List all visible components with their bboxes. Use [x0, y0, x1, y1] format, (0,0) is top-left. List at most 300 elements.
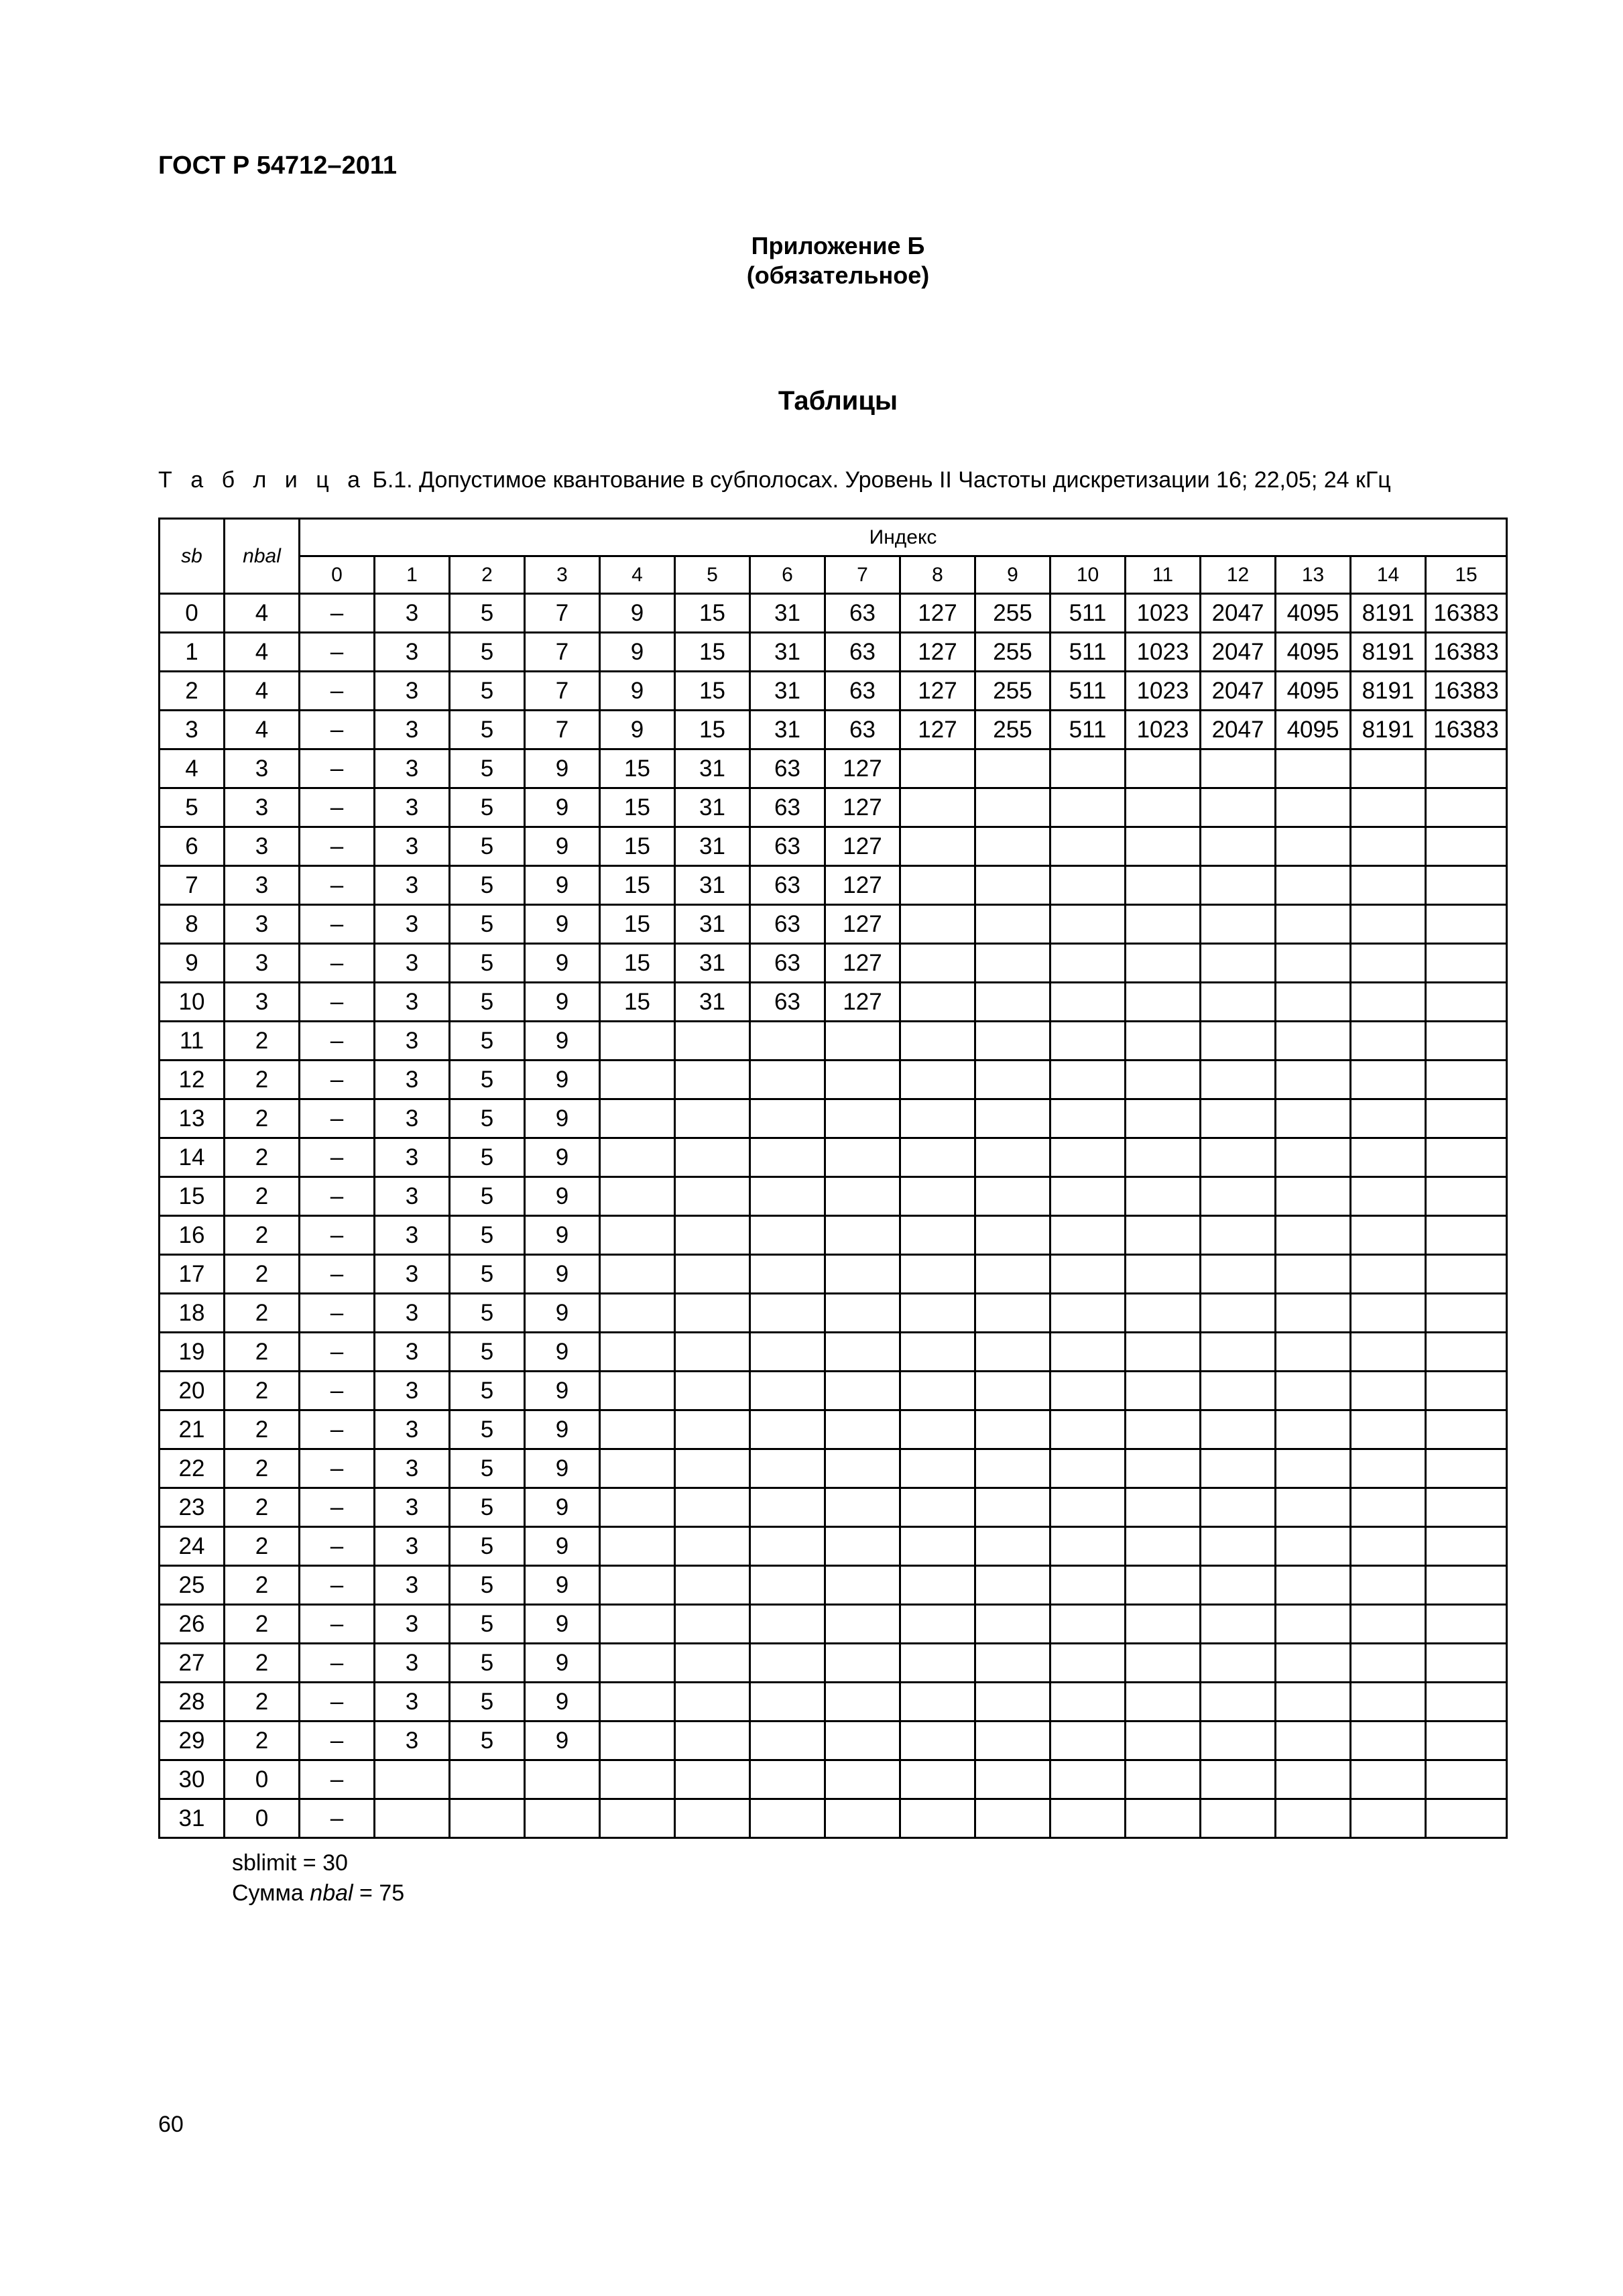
index-value-cell [1050, 1488, 1126, 1527]
index-value-cell: 3 [375, 905, 450, 944]
index-value-cell: 9 [600, 633, 675, 672]
index-value-cell [1426, 1255, 1507, 1294]
index-value-cell [825, 1410, 900, 1449]
index-value-cell [1201, 827, 1276, 866]
index-value-cell [825, 1605, 900, 1644]
index-value-cell [1126, 1099, 1201, 1138]
index-value-cell [1351, 1177, 1426, 1216]
index-value-cell [1276, 1294, 1351, 1333]
index-value-cell: 127 [825, 983, 900, 1022]
index-value-cell: 15 [600, 749, 675, 788]
index-value-cell: 3 [375, 866, 450, 905]
index-value-cell [1126, 1410, 1201, 1449]
index-value-cell [975, 944, 1050, 983]
index-value-cell [1126, 983, 1201, 1022]
index-value-cell [1351, 1566, 1426, 1605]
index-value-cell: 15 [600, 944, 675, 983]
table-row [160, 905, 1507, 944]
index-value-cell: 3 [375, 1644, 450, 1683]
index-value-cell [900, 749, 975, 788]
index-value-cell [750, 1410, 825, 1449]
index-value-cell [825, 1683, 900, 1721]
index-value-cell: 5 [450, 866, 525, 905]
index-value-cell: – [300, 905, 375, 944]
index-value-cell: 5 [450, 1527, 525, 1566]
index-value-cell [975, 1333, 1050, 1372]
index-value-cell [825, 1527, 900, 1566]
index-value-cell: 5 [450, 1410, 525, 1449]
index-value-cell: 31 [675, 749, 750, 788]
header-index-col: 10 [1050, 556, 1126, 594]
index-value-cell: 9 [525, 1294, 600, 1333]
header-index-col: 11 [1126, 556, 1201, 594]
index-value-cell: 2047 [1201, 711, 1276, 749]
index-value-cell [1201, 1683, 1276, 1721]
nbal-cell: 4 [225, 594, 300, 633]
nbal-cell: 2 [225, 1488, 300, 1527]
index-value-cell [975, 1760, 1050, 1799]
index-value-cell [1426, 1216, 1507, 1255]
table-row [160, 1566, 1507, 1605]
index-value-cell: 7 [525, 633, 600, 672]
index-value-cell [975, 1683, 1050, 1721]
index-value-cell [1426, 1566, 1507, 1605]
index-value-cell: 9 [525, 749, 600, 788]
index-value-cell [825, 1644, 900, 1683]
index-value-cell: 9 [525, 1721, 600, 1760]
header-index-col: 9 [975, 556, 1050, 594]
sb-cell: 1 [160, 633, 225, 672]
index-value-cell [675, 1449, 750, 1488]
index-value-cell [1201, 1216, 1276, 1255]
header-row-index-columns [160, 556, 1507, 594]
index-value-cell [900, 866, 975, 905]
index-value-cell [1201, 1449, 1276, 1488]
index-value-cell [900, 1683, 975, 1721]
appendix-heading [603, 231, 1073, 290]
index-value-cell: 127 [825, 788, 900, 827]
index-value-cell [1201, 1488, 1276, 1527]
index-value-cell: 16383 [1426, 594, 1507, 633]
index-value-cell [1050, 1022, 1126, 1061]
sb-cell: 0 [160, 594, 225, 633]
index-value-cell [900, 944, 975, 983]
index-value-cell: 5 [450, 827, 525, 866]
index-value-cell: 63 [825, 711, 900, 749]
index-value-cell [975, 1022, 1050, 1061]
index-value-cell [600, 1527, 675, 1566]
sb-cell: 29 [160, 1721, 225, 1760]
table-row [160, 1138, 1507, 1177]
sb-cell: 31 [160, 1799, 225, 1838]
index-value-cell [825, 1799, 900, 1838]
sb-cell: 13 [160, 1099, 225, 1138]
table-row [160, 1449, 1507, 1488]
index-value-cell [1426, 1760, 1507, 1799]
nbal-cell: 2 [225, 1177, 300, 1216]
index-value-cell [1426, 1410, 1507, 1449]
index-value-cell [1126, 1372, 1201, 1410]
sb-cell: 30 [160, 1760, 225, 1799]
index-value-cell [1276, 866, 1351, 905]
index-value-cell: 255 [975, 711, 1050, 749]
index-value-cell [1201, 905, 1276, 944]
index-value-cell [1351, 1644, 1426, 1683]
index-value-cell [750, 1255, 825, 1294]
sb-cell: 12 [160, 1061, 225, 1099]
index-value-cell [900, 1410, 975, 1449]
index-value-cell: 9 [525, 1566, 600, 1605]
index-value-cell [825, 1333, 900, 1372]
index-value-cell: – [300, 1294, 375, 1333]
index-value-cell: 31 [675, 905, 750, 944]
index-value-cell [975, 1255, 1050, 1294]
index-value-cell [900, 1022, 975, 1061]
page-number: 60 [158, 2112, 184, 2137]
index-value-cell [1201, 1799, 1276, 1838]
index-value-cell [1426, 1721, 1507, 1760]
sb-cell: 20 [160, 1372, 225, 1410]
index-value-cell [900, 1644, 975, 1683]
index-value-cell [1351, 1255, 1426, 1294]
header-index-col: 14 [1351, 556, 1426, 594]
index-value-cell [675, 1099, 750, 1138]
nbal-cell: 0 [225, 1760, 300, 1799]
index-value-cell [825, 1721, 900, 1760]
index-value-cell [600, 1294, 675, 1333]
header-index-col: 6 [750, 556, 825, 594]
index-value-cell [375, 1799, 450, 1838]
index-value-cell: 127 [900, 711, 975, 749]
index-value-cell [1201, 1410, 1276, 1449]
index-value-cell: – [300, 1099, 375, 1138]
nbal-cell: 0 [225, 1799, 300, 1838]
index-value-cell: 16383 [1426, 633, 1507, 672]
nbal-cell: 2 [225, 1022, 300, 1061]
index-value-cell: 3 [375, 983, 450, 1022]
index-value-cell: 5 [450, 983, 525, 1022]
index-value-cell [750, 1449, 825, 1488]
index-value-cell [900, 1177, 975, 1216]
index-value-cell [1276, 1605, 1351, 1644]
index-value-cell [600, 1449, 675, 1488]
index-value-cell: 255 [975, 594, 1050, 633]
nbal-cell: 2 [225, 1216, 300, 1255]
index-value-cell [1351, 944, 1426, 983]
index-value-cell: 31 [675, 866, 750, 905]
table-row [160, 1372, 1507, 1410]
index-value-cell: 3 [375, 1255, 450, 1294]
index-value-cell: – [300, 1177, 375, 1216]
index-value-cell [1050, 1449, 1126, 1488]
sb-cell: 28 [160, 1683, 225, 1721]
index-value-cell [1050, 1605, 1126, 1644]
sb-cell: 26 [160, 1605, 225, 1644]
index-value-cell: 3 [375, 711, 450, 749]
index-value-cell [825, 1138, 900, 1177]
index-value-cell: 5 [450, 1177, 525, 1216]
index-value-cell: – [300, 1410, 375, 1449]
index-value-cell [1426, 1527, 1507, 1566]
index-value-cell: – [300, 1644, 375, 1683]
index-value-cell: 63 [825, 633, 900, 672]
table-row [160, 1099, 1507, 1138]
index-value-cell [1351, 1294, 1426, 1333]
index-value-cell: 63 [750, 749, 825, 788]
index-value-cell [1126, 1721, 1201, 1760]
index-value-cell [1201, 1177, 1276, 1216]
index-value-cell [1276, 1022, 1351, 1061]
index-value-cell: 5 [450, 594, 525, 633]
sb-cell: 6 [160, 827, 225, 866]
index-value-cell [900, 1527, 975, 1566]
index-value-cell: – [300, 983, 375, 1022]
index-value-cell [675, 1333, 750, 1372]
index-value-cell: 1023 [1126, 711, 1201, 749]
sb-cell: 8 [160, 905, 225, 944]
sb-cell: 25 [160, 1566, 225, 1605]
index-value-cell: 63 [825, 594, 900, 633]
index-value-cell [675, 1255, 750, 1294]
index-value-cell [1050, 1760, 1126, 1799]
index-value-cell [1050, 749, 1126, 788]
table-row [160, 1333, 1507, 1372]
index-value-cell [1050, 1799, 1126, 1838]
index-value-cell: 31 [675, 944, 750, 983]
index-value-cell [675, 1799, 750, 1838]
index-value-cell [1126, 1255, 1201, 1294]
index-value-cell: – [300, 1605, 375, 1644]
index-value-cell [1351, 1216, 1426, 1255]
sb-cell: 4 [160, 749, 225, 788]
index-value-cell [1050, 1644, 1126, 1683]
index-value-cell [1126, 1644, 1201, 1683]
index-value-cell: – [300, 1138, 375, 1177]
index-value-cell [750, 1644, 825, 1683]
index-value-cell [600, 1799, 675, 1838]
index-value-cell [1276, 788, 1351, 827]
sb-cell: 18 [160, 1294, 225, 1333]
index-value-cell: – [300, 1760, 375, 1799]
index-value-cell: – [300, 788, 375, 827]
index-value-cell [1201, 1527, 1276, 1566]
index-value-cell [1201, 1372, 1276, 1410]
index-value-cell: 5 [450, 1333, 525, 1372]
header-index-col: 7 [825, 556, 900, 594]
sb-cell: 22 [160, 1449, 225, 1488]
index-value-cell: 3 [375, 1527, 450, 1566]
index-value-cell [1276, 983, 1351, 1022]
index-value-cell [975, 866, 1050, 905]
index-value-cell [975, 749, 1050, 788]
index-value-cell: 3 [375, 1294, 450, 1333]
index-value-cell [675, 1605, 750, 1644]
nbal-cell: 2 [225, 1099, 300, 1138]
index-value-cell [1050, 1410, 1126, 1449]
index-value-cell [1126, 1488, 1201, 1527]
index-value-cell: 4095 [1276, 672, 1351, 711]
index-value-cell: 5 [450, 1372, 525, 1410]
index-value-cell [900, 905, 975, 944]
index-value-cell: 3 [375, 1216, 450, 1255]
index-value-cell: 16383 [1426, 672, 1507, 711]
header-index-col: 4 [600, 556, 675, 594]
nbal-cell: 2 [225, 1605, 300, 1644]
table-row [160, 1760, 1507, 1799]
index-value-cell [1126, 788, 1201, 827]
nbal-cell: 4 [225, 711, 300, 749]
index-value-cell [1050, 1255, 1126, 1294]
index-value-cell: – [300, 672, 375, 711]
sb-cell: 19 [160, 1333, 225, 1372]
index-value-cell: 3 [375, 1605, 450, 1644]
nbal-sum-note [232, 1878, 404, 1909]
index-value-cell [825, 1294, 900, 1333]
index-value-cell: – [300, 1488, 375, 1527]
index-value-cell: 15 [675, 711, 750, 749]
sb-cell: 15 [160, 1177, 225, 1216]
index-value-cell [1351, 1760, 1426, 1799]
sb-cell: 2 [160, 672, 225, 711]
index-value-cell [900, 1760, 975, 1799]
index-value-cell [900, 1372, 975, 1410]
index-value-cell [975, 1799, 1050, 1838]
index-value-cell [1351, 1605, 1426, 1644]
index-value-cell: 15 [600, 983, 675, 1022]
index-value-cell [1276, 1177, 1351, 1216]
index-value-cell: – [300, 866, 375, 905]
index-value-cell: 255 [975, 633, 1050, 672]
index-value-cell [1276, 749, 1351, 788]
index-value-cell [1050, 983, 1126, 1022]
index-value-cell [1426, 866, 1507, 905]
index-value-cell: 9 [525, 788, 600, 827]
index-value-cell: 127 [825, 749, 900, 788]
index-value-cell [1201, 1333, 1276, 1372]
table-row [160, 1255, 1507, 1294]
index-value-cell: 9 [525, 1449, 600, 1488]
index-value-cell [1050, 1177, 1126, 1216]
index-value-cell: – [300, 1566, 375, 1605]
index-value-cell [750, 1294, 825, 1333]
index-value-cell [600, 1721, 675, 1760]
table-row [160, 1721, 1507, 1760]
index-value-cell: – [300, 1216, 375, 1255]
index-value-cell [900, 1255, 975, 1294]
index-value-cell [1201, 1566, 1276, 1605]
index-value-cell [1351, 749, 1426, 788]
index-value-cell [600, 1410, 675, 1449]
index-value-cell [1276, 1488, 1351, 1527]
sb-cell: 21 [160, 1410, 225, 1449]
index-value-cell [900, 1294, 975, 1333]
index-value-cell [1126, 1216, 1201, 1255]
table-caption-label: Т а б л и ц а [158, 467, 367, 493]
index-value-cell [1276, 905, 1351, 944]
nbal-cell: 2 [225, 1566, 300, 1605]
index-value-cell [1126, 1061, 1201, 1099]
index-value-cell: 5 [450, 1216, 525, 1255]
index-value-cell [1126, 1138, 1201, 1177]
index-value-cell: 8191 [1351, 633, 1426, 672]
nbal-cell: 2 [225, 1449, 300, 1488]
table-row [160, 749, 1507, 788]
index-value-cell: – [300, 1449, 375, 1488]
header-index: Индекс [300, 519, 1507, 556]
index-value-cell: – [300, 1255, 375, 1294]
index-value-cell: 9 [525, 1683, 600, 1721]
index-value-cell: 3 [375, 788, 450, 827]
index-value-cell: 3 [375, 944, 450, 983]
index-value-cell [1351, 1138, 1426, 1177]
index-value-cell [900, 1605, 975, 1644]
index-value-cell: 1023 [1126, 633, 1201, 672]
index-value-cell: 9 [525, 1527, 600, 1566]
table-row [160, 1410, 1507, 1449]
index-value-cell [1201, 1721, 1276, 1760]
index-value-cell [1050, 944, 1126, 983]
index-value-cell [675, 1566, 750, 1605]
index-value-cell [1426, 1605, 1507, 1644]
index-value-cell [1050, 1721, 1126, 1760]
index-value-cell: 31 [750, 633, 825, 672]
index-value-cell [1351, 1099, 1426, 1138]
index-value-cell [900, 1061, 975, 1099]
index-value-cell [1276, 827, 1351, 866]
sb-cell: 16 [160, 1216, 225, 1255]
index-value-cell: – [300, 827, 375, 866]
index-value-cell [1276, 1333, 1351, 1372]
index-value-cell: 3 [375, 1449, 450, 1488]
index-value-cell [1276, 1061, 1351, 1099]
index-value-cell [900, 1799, 975, 1838]
index-value-cell [1426, 827, 1507, 866]
index-value-cell [750, 1138, 825, 1177]
index-value-cell [975, 1449, 1050, 1488]
index-value-cell: 3 [375, 1683, 450, 1721]
index-value-cell [1351, 1799, 1426, 1838]
index-value-cell [1050, 788, 1126, 827]
table-notes [232, 1848, 404, 1909]
sb-cell: 14 [160, 1138, 225, 1177]
index-value-cell: 9 [525, 905, 600, 944]
index-value-cell [750, 1216, 825, 1255]
index-value-cell [825, 1760, 900, 1799]
index-value-cell: – [300, 594, 375, 633]
index-value-cell [750, 1333, 825, 1372]
header-row-top [160, 519, 1507, 556]
index-value-cell [750, 1721, 825, 1760]
index-value-cell: 15 [675, 594, 750, 633]
index-value-cell: 3 [375, 1022, 450, 1061]
index-value-cell [1126, 1333, 1201, 1372]
index-value-cell [1050, 827, 1126, 866]
index-value-cell: 9 [525, 944, 600, 983]
index-value-cell [1426, 1061, 1507, 1099]
table-row [160, 1644, 1507, 1683]
index-value-cell: 7 [525, 711, 600, 749]
index-value-cell [675, 1216, 750, 1255]
index-value-cell: 5 [450, 944, 525, 983]
index-value-cell [750, 1022, 825, 1061]
index-value-cell: 31 [675, 788, 750, 827]
index-value-cell [825, 1061, 900, 1099]
index-value-cell: 511 [1050, 672, 1126, 711]
index-value-cell [1276, 1683, 1351, 1721]
index-value-cell [1126, 1527, 1201, 1566]
index-value-cell: 4095 [1276, 633, 1351, 672]
index-value-cell [1351, 1061, 1426, 1099]
